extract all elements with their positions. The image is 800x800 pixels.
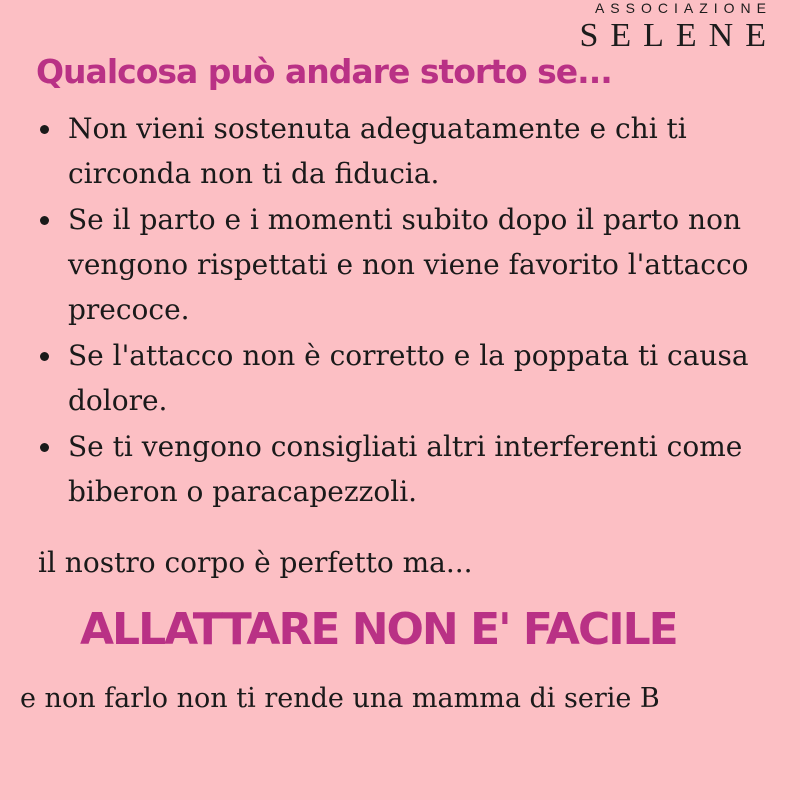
logo-title: SELENE: [579, 17, 778, 54]
bullet-item: [38, 197, 778, 332]
bullet-text: Se ti vengono consigliati altri interferenti come biberon o paracapezzoli.: [68, 430, 743, 508]
bullet-text: Se l'attacco non è corretto e la poppata ti causa dolore.: [68, 339, 749, 417]
closing-statement: e non farlo non ti rende una mamma di serie B: [20, 683, 660, 714]
bullet-list: [38, 106, 778, 515]
bullet-dot-icon: [40, 352, 49, 361]
bullet-item: [38, 333, 778, 423]
association-logo: [578, 0, 778, 54]
bullet-item: [38, 424, 778, 514]
bullet-text: Non vieni sostenuta adeguatamente e chi ti circonda non ti da fiducia.: [68, 112, 687, 190]
bullet-dot-icon: [40, 125, 49, 134]
emphasis-heading: ALLATTARE NON E' FACILE: [80, 604, 677, 655]
bullet-dot-icon: [40, 216, 49, 225]
bullet-item: [38, 106, 778, 196]
headline: Qualcosa può andare storto se...: [36, 52, 612, 91]
tagline: il nostro corpo è perfetto ma...: [38, 546, 473, 579]
bullet-dot-icon: [40, 443, 49, 452]
bullet-text: Se il parto e i momenti subito dopo il parto non vengono rispettati e non viene favorito l'attacco precoce.: [68, 203, 749, 326]
logo-subtitle: ASSOCIAZIONE: [594, 0, 772, 16]
